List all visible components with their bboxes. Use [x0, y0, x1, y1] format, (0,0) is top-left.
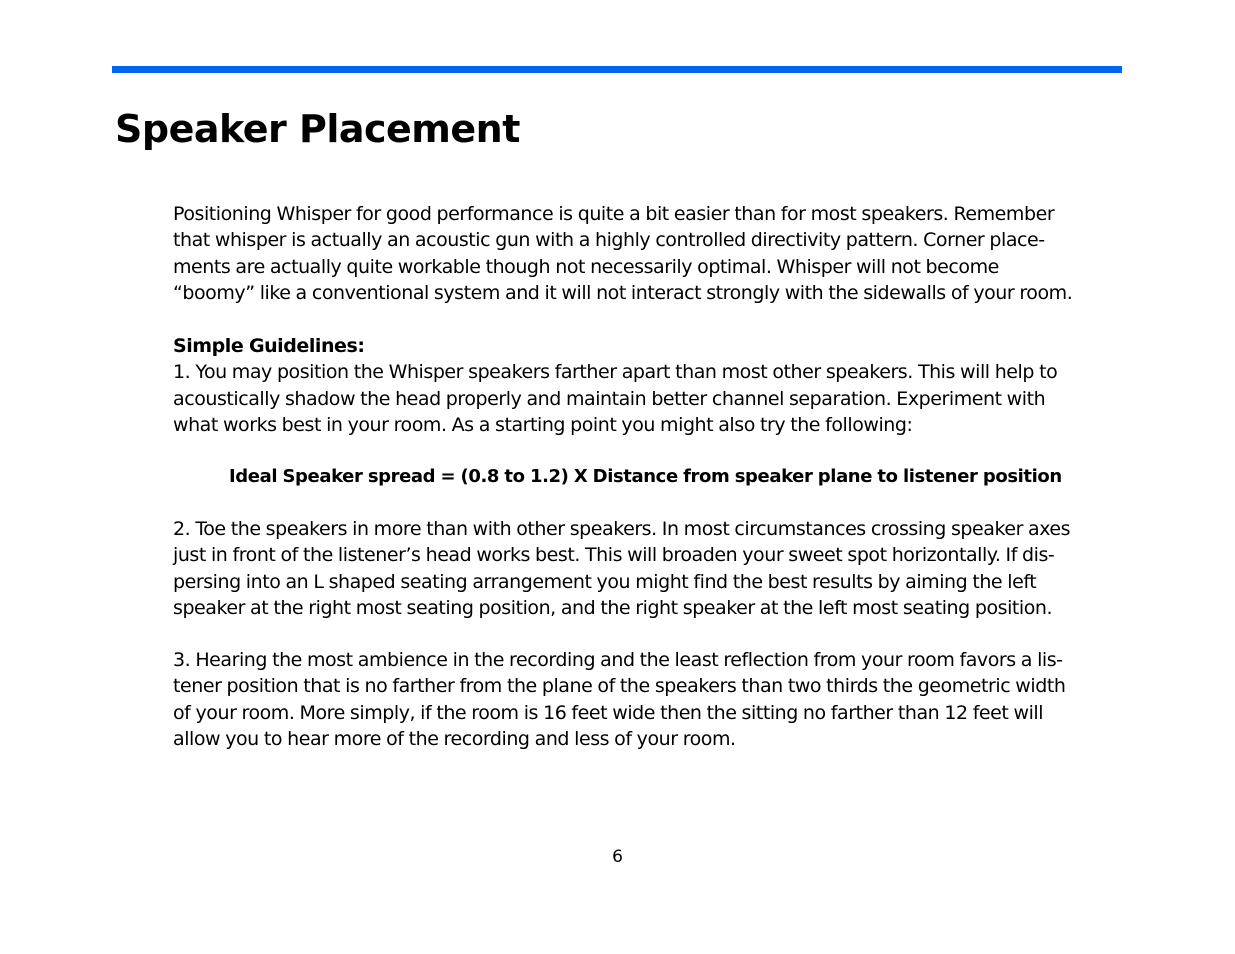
speaker-spread-formula: Ideal Speaker spread = (0.8 to 1.2) X Distance from speaker plane to listener position: [229, 466, 1062, 487]
header-rule: [112, 66, 1122, 73]
text-line: allow you to hear more of the recording and less of your room.: [173, 727, 736, 750]
text-line: 3. Hearing the most ambience in the recording and the least reflection from your room favors a lis-: [173, 649, 1063, 671]
guideline-1-paragraph: [173, 333, 1057, 438]
text-line: acoustically shadow the head properly and maintain better channel separation. Experiment with: [173, 387, 1046, 410]
text-line: 1. You may position the Whisper speakers farther apart than most other speakers. This will help to: [173, 361, 1058, 384]
text-line: what works best in your room. As a starting point you might also try the following:: [173, 413, 913, 436]
page-title: Speaker Placement: [115, 107, 520, 151]
text-line: speaker at the right most seating position, and the right speaker at the left most seating position.: [173, 596, 1053, 619]
text-line: “boomy” like a conventional system and it will not interact strongly with the sidewalls of your room.: [173, 281, 1073, 304]
text-line: of your room. More simply, if the room is 16 feet wide then the sitting no farther than 12 feet will: [173, 701, 1044, 724]
intro-paragraph: [173, 201, 1072, 306]
guideline-2-paragraph: [173, 516, 1070, 621]
guidelines-heading: Simple Guidelines:: [173, 335, 365, 357]
text-line: tener position that is no farther from the plane of the speakers than two thirds the geometric width: [173, 675, 1066, 698]
text-line: just in front of the listener’s head works best. This will broaden your sweet spot horizontally. If dis-: [173, 544, 1055, 567]
text-line: persing into an L shaped seating arrangement you might find the best results by aiming the left: [173, 570, 1037, 593]
page-number: 6: [612, 847, 623, 867]
guideline-3-paragraph: [173, 647, 1065, 752]
text-line: ments are actually quite workable though not necessarily optimal. Whisper will not become: [173, 255, 999, 278]
text-line: Positioning Whisper for good performance is quite a bit easier than for most speakers. Remember: [173, 203, 1055, 225]
text-line: that whisper is actually an acoustic gun with a highly controlled directivity pattern. Corner place-: [173, 229, 1045, 252]
text-line: 2. Toe the speakers in more than with other speakers. In most circumstances crossing speaker axes: [173, 518, 1071, 540]
